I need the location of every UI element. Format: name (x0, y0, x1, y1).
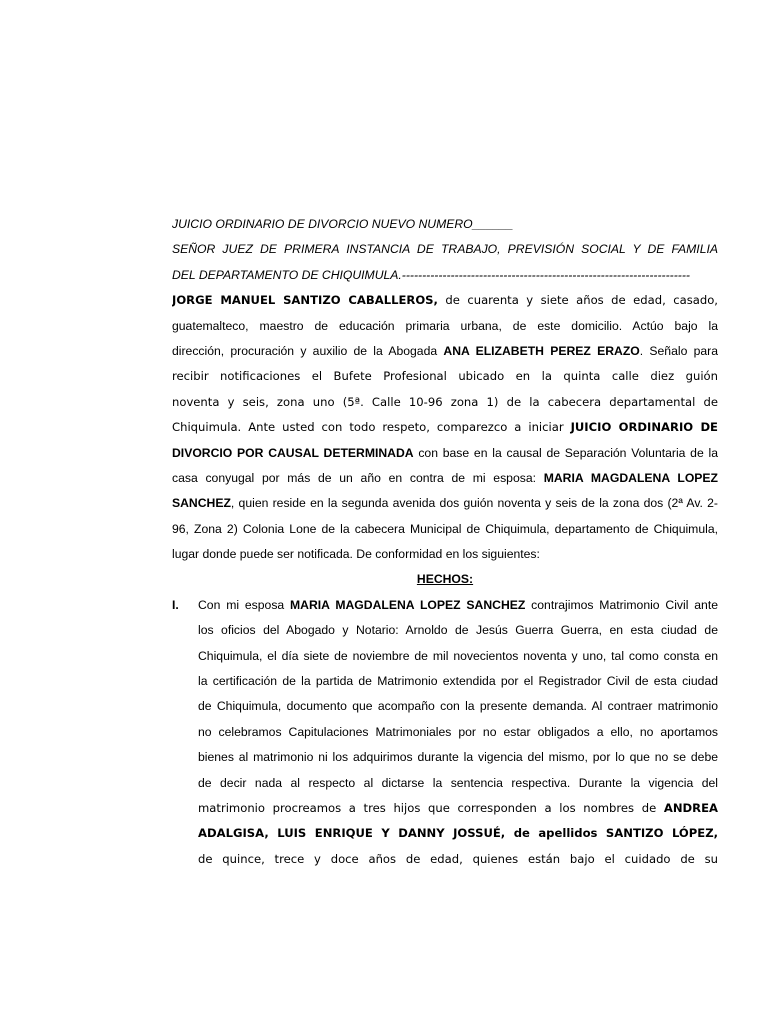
paragraph-line: recibir notificaciones el Bufete Profesional ubicado en la quinta calle diez guión (172, 369, 718, 384)
case-type: JUICIO ORDINARIO DE (570, 420, 718, 435)
defendant-name-cont: SANCHEZ (172, 496, 231, 511)
list-item-line: de Chiquimula, documento que acompaño con la presente demanda. Al contraer matrimonio (198, 699, 718, 714)
paragraph-line: DIVORCIO POR CAUSAL DETERMINADA con base en la causal de Separación Voluntaria de la (172, 445, 718, 460)
case-type-cont: DIVORCIO POR CAUSAL DETERMINADA (172, 445, 414, 460)
spouse-name: MARIA MAGDALENA LOPEZ SANCHEZ (290, 597, 526, 612)
court-address-line: SEÑOR JUEZ DE PRIMERA INSTANCIA DE TRABAJO, PREVISIÓN SOCIAL Y DE FAMILIA (172, 242, 718, 257)
list-marker: I. (172, 597, 179, 612)
list-item-line: no celebramos Capitulaciones Matrimoniales por no estar obligados a ello, no aportamos (198, 724, 718, 739)
paragraph-line: dirección, procuración y auxilio de la Abogada ANA ELIZABETH PEREZ ERAZO. Señalo para (172, 343, 718, 358)
case-heading: JUICIO ORDINARIO DE DIVORCIO NUEVO NUMERO______ (172, 217, 514, 231)
list-item-line: de decir nada al respecto al dictarse la sentencia respectiva. Durante la vigencia del (198, 775, 718, 790)
list-item-line: I. Con mi esposa MARIA MAGDALENA LOPEZ SANCHEZ contrajimos Matrimonio Civil ante (172, 593, 718, 618)
list-item-line: la certificación de la partida de Matrimonio extendida por el Registrador Civil de esta ciudad (198, 674, 718, 689)
paragraph-line: Chiquimula. Ante usted con todo respeto, comparezco a iniciar JUICIO ORDINARIO DE (172, 420, 718, 435)
paragraph-line: JORGE MANUEL SANTIZO CABALLEROS, de cuarenta y siete años de edad, casado, (172, 293, 718, 308)
paragraph-line: casa conyugal por más de un año en contra de mi esposa: MARIA MAGDALENA LOPEZ (172, 470, 718, 485)
list-item-line: matrimonio procreamos a tres hijos que corresponden a los nombres de ANDREA (198, 800, 718, 815)
list-item-line: de quince, trece y doce años de edad, quienes están bajo el cuidado de su (198, 851, 718, 866)
court-department-line: DEL DEPARTAMENTO DE CHIQUIMULA.----------------------------------------------------------------------- (172, 267, 690, 282)
list-item-line: Chiquimula, el día siete de noviembre de mil novecientos noventa y uno, tal como consta en (198, 648, 718, 663)
defendant-name: MARIA MAGDALENA LOPEZ (543, 470, 718, 485)
list-item-line: bienes al matrimonio ni los adquirimos durante la vigencia del mismo, por lo que no se debe (198, 750, 718, 765)
children-names: ADALGISA, LUIS ENRIQUE Y DANNY JOSSUÉ, de apellidos SANTIZO LÓPEZ, (198, 826, 718, 841)
child-name: ANDREA (663, 800, 718, 815)
paragraph-line: guatemalteco, maestro de educación primaria urbana, de este domicilio. Actúo bajo la (172, 318, 718, 333)
paragraph-line: lugar donde puede ser notificada. De conformidad en los siguientes: (172, 547, 540, 562)
lawyer-name: ANA ELIZABETH PEREZ ERAZO (443, 343, 640, 358)
paragraph-line: 96, Zona 2) Colonia Lone de la cabecera Municipal de Chiquimula, departamento de Chiquimula, (172, 521, 718, 536)
list-item-line: los oficios del Abogado y Notario: Arnoldo de Jesús Guerra Guerra, en esta ciudad de (198, 623, 718, 638)
section-title: HECHOS: (416, 572, 474, 587)
paragraph-line: noventa y seis, zona uno (5ª. Calle 10-96 zona 1) de la cabecera departamental de (172, 394, 718, 409)
plaintiff-name: JORGE MANUEL SANTIZO CABALLEROS, (172, 293, 438, 308)
paragraph-line: SANCHEZ, quien reside en la segunda avenida dos guión noventa y seis de la zona dos (2ª Av. 2- (172, 496, 718, 511)
document-body (172, 212, 718, 872)
